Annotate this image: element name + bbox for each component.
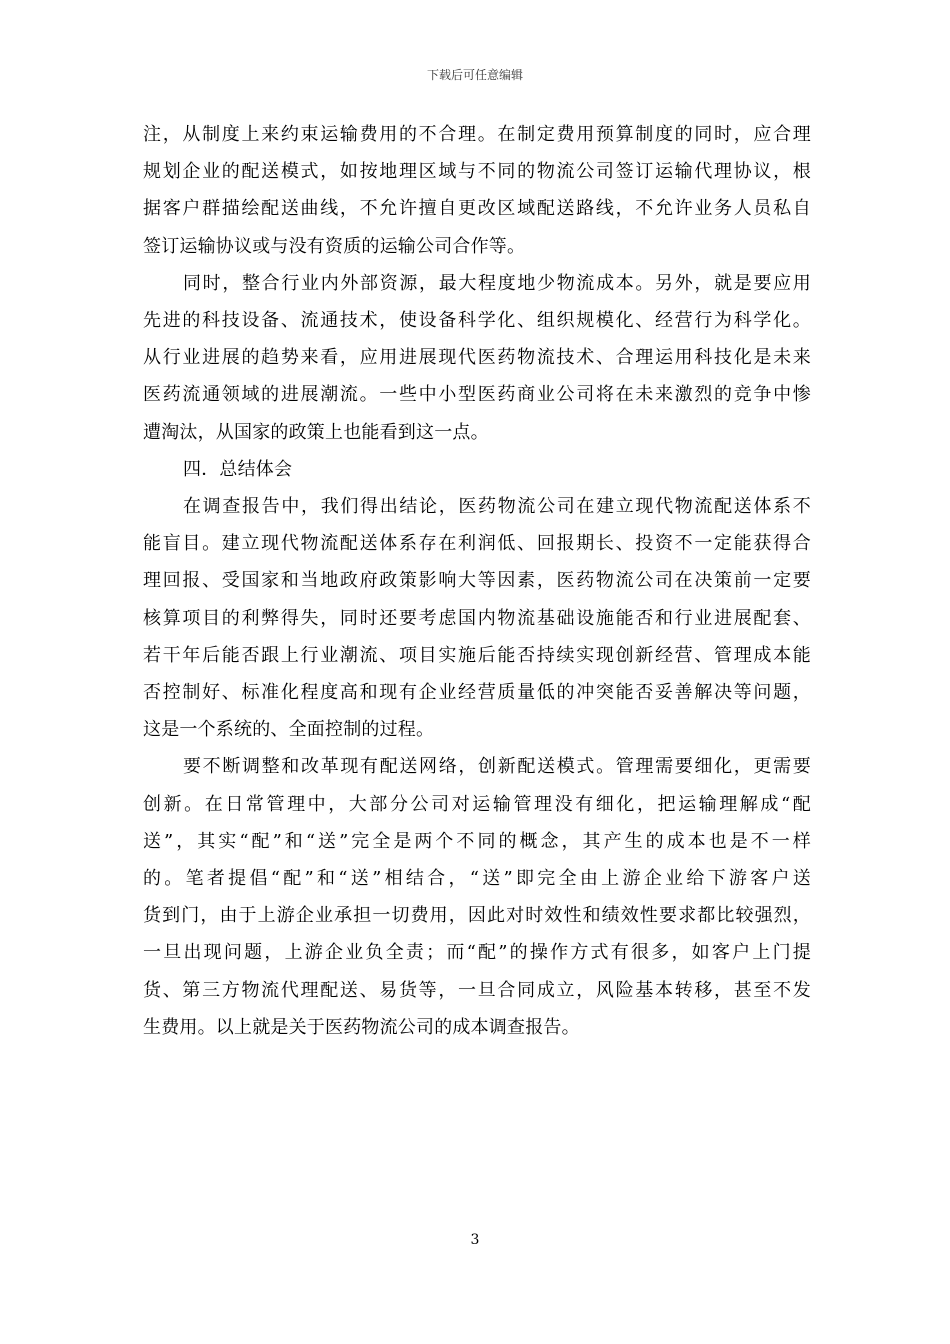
text-line: 规划企业的配送模式，如按地理区域与不同的物流公司签订运输代理协议，根: [143, 161, 811, 183]
document-body: [143, 116, 811, 1046]
text-line: 从行业进展的趋势来看，应用进展现代医药物流技术、合理运用科技化是未来: [143, 347, 811, 369]
text-line: 在调查报告中，我们得出结论，医药物流公司在建立现代物流配送体系不: [183, 496, 811, 518]
section-heading: [143, 451, 811, 488]
text-line: 创新。在日常管理中，大部分公司对运输管理没有细化，把运输理解成“配: [143, 793, 811, 815]
text-line: 货、第三方物流代理配送、易货等，一旦合同成立，风险基本转移，甚至不发: [143, 979, 811, 1001]
text-line: 一旦出现问题，上游企业负全责；而“配”的操作方式有很多，如客户上门提: [143, 942, 811, 964]
text-line: 医药流通领域的进展潮流。一些中小型医药商业公司将在未来激烈的竞争中惨: [143, 384, 811, 406]
text-line: 先进的科技设备、流通技术，使设备科学化、组织规模化、经营行为科学化。: [143, 310, 811, 332]
text-line: 注，从制度上来约束运输费用的不合理。在制定费用预算制度的同时，应合理: [143, 124, 811, 145]
text-line: 能盲目。建立现代物流配送体系存在利润低、回报期长、投资不一定能获得合: [143, 533, 811, 555]
page-header: 下载后可任意编辑: [426, 68, 523, 82]
text-line: 据客户群描绘配送曲线，不允许擅自更改区域配送路线，不允许业务人员私自: [143, 198, 811, 220]
paragraph-distribution-reform: [143, 748, 811, 1046]
text-line: 这是一个系统的、全面控制的过程。: [143, 719, 435, 741]
text-line: 生费用。以上就是关于医药物流公司的成本调查报告。: [143, 1016, 580, 1038]
text-line: 要不断调整和改革现有配送网络，创新配送模式。管理需要细化，更需要: [183, 756, 811, 778]
text-line: 货到门，由于上游企业承担一切费用，因此对时效性和绩效性要求都比较强烈，: [143, 905, 811, 927]
text-line: 遭淘汰，从国家的政策上也能看到这一点。: [143, 421, 489, 443]
section-heading-text: 四．总结体会: [183, 458, 293, 480]
text-line: 的。笔者提倡“配”和“送”相结合，“送”即完全由上游企业给下游客户送: [143, 868, 811, 890]
text-line: 理回报、受国家和当地政府政策影响大等因素，医药物流公司在决策前一定要: [143, 570, 811, 592]
paragraph-conclusion: [143, 488, 811, 748]
paragraph-cost-control: [143, 116, 811, 265]
page-number: 3: [470, 1232, 480, 1248]
text-line: 送”，其实“配”和“送”完全是两个不同的概念，其产生的成本也是不一样: [143, 830, 811, 852]
text-line: 签订运输协议或与没有资质的运输公司合作等。: [143, 235, 526, 257]
text-line: 否控制好、标准化程度高和现有企业经营质量低的冲突能否妥善解决等问题，: [143, 682, 811, 704]
text-line: 同时，整合行业内外部资源，最大程度地少物流成本。另外，就是要应用: [183, 272, 811, 294]
text-line: 核算项目的利弊得失，同时还要考虑国内物流基础设施能否和行业进展配套、: [143, 607, 811, 629]
paragraph-resource-integration: [143, 265, 811, 451]
text-line: 若干年后能否跟上行业潮流、项目实施后能否持续实现创新经营、管理成本能: [143, 644, 811, 666]
